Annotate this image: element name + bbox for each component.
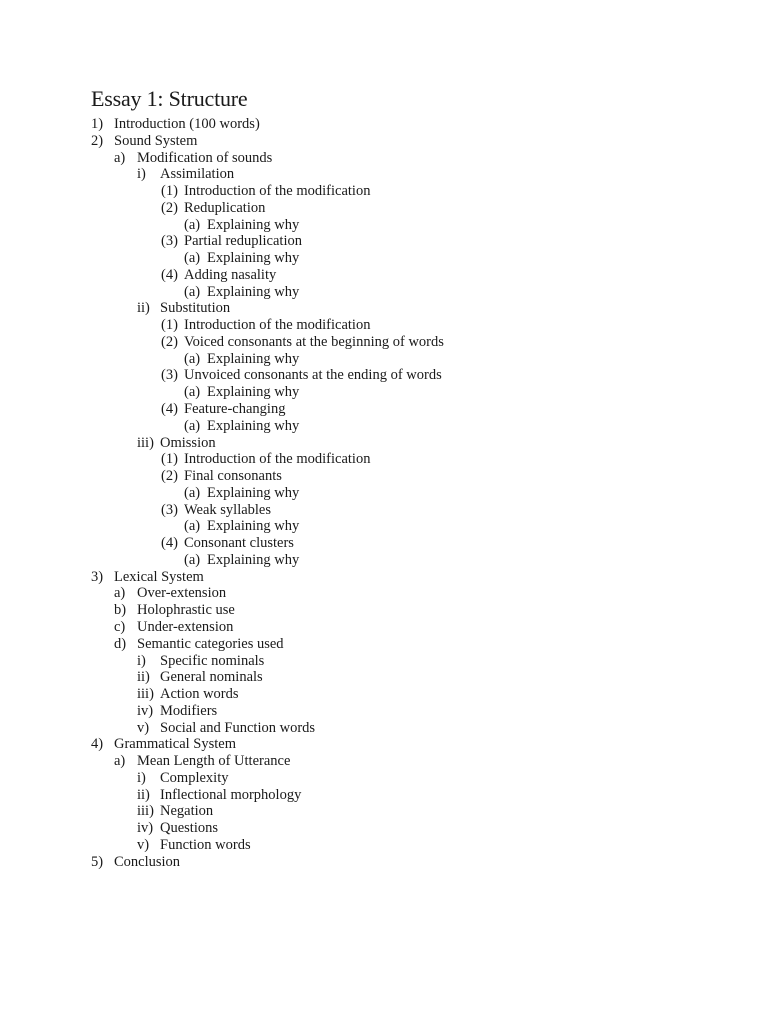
outline-item [91, 535, 444, 552]
outline-item-marker: i) [137, 652, 146, 669]
outline-item [91, 116, 444, 133]
outline-item-text: Inflectional morphology [160, 786, 302, 803]
outline-item-text: General nominals [160, 669, 263, 686]
outline-item-text: Explaining why [207, 384, 300, 401]
outline-item-marker: (a) [184, 484, 201, 501]
outline-item-marker: a) [114, 585, 126, 602]
outline-item-marker: (a) [184, 417, 201, 434]
outline-item-marker: (3) [161, 367, 178, 384]
outline-item-marker: (a) [184, 551, 201, 568]
outline-item [91, 384, 444, 401]
outline-item-text: Grammatical System [114, 736, 237, 753]
outline-item-text: Function words [160, 836, 251, 853]
outline-item [91, 803, 444, 820]
outline-item-text: Partial reduplication [184, 233, 302, 250]
outline-item-marker: d) [114, 635, 127, 652]
outline-item-marker: c) [114, 618, 126, 635]
outline-item-text: Questions [160, 820, 218, 837]
outline-item-marker: (a) [184, 384, 201, 401]
outline-item [91, 669, 444, 686]
outline-item-text: Final consonants [184, 468, 282, 485]
outline-item [91, 233, 444, 250]
outline-item [91, 183, 444, 200]
outline-item [91, 351, 444, 368]
outline-item [91, 250, 444, 267]
outline-item [91, 418, 444, 435]
outline-item-marker: (a) [184, 216, 201, 233]
outline-item-marker: 3) [91, 568, 104, 585]
outline-item-text: Conclusion [114, 853, 181, 870]
outline-item-marker: v) [137, 719, 150, 736]
outline-item-text: Over-extension [137, 585, 227, 602]
outline-item-marker: v) [137, 836, 150, 853]
outline-item [91, 334, 444, 351]
outline-item-text: Explaining why [207, 417, 300, 434]
outline-item-text: Under-extension [137, 618, 234, 635]
outline-item-marker: b) [114, 602, 127, 619]
outline-item-marker: (a) [184, 350, 201, 367]
outline-item [91, 166, 444, 183]
outline-item-text: Adding nasality [184, 266, 277, 283]
outline-item-text: Introduction of the modification [184, 451, 371, 468]
outline-item [91, 435, 444, 452]
outline-item-marker: 2) [91, 132, 104, 149]
outline-item-marker: iii) [137, 803, 154, 820]
outline-item-text: Social and Function words [160, 719, 316, 736]
outline-item-marker: ii) [137, 300, 150, 317]
outline-item-text: Introduction (100 words) [114, 116, 260, 132]
outline-item-text: Action words [160, 686, 239, 703]
outline-item-text: Mean Length of Utterance [137, 753, 291, 770]
outline-item-marker: (1) [161, 183, 178, 200]
outline-item-text: Semantic categories used [137, 635, 284, 652]
outline-item-marker: iv) [137, 702, 154, 719]
outline-item-marker: (a) [184, 518, 201, 535]
outline-item [91, 217, 444, 234]
outline-item-text: Specific nominals [160, 652, 265, 669]
outline-item [91, 502, 444, 519]
outline-item-text: Explaining why [207, 250, 300, 267]
outline-item-marker: (2) [161, 199, 178, 216]
outline-item [91, 267, 444, 284]
outline-item-text: Holophrastic use [137, 602, 235, 619]
outline-item-text: Explaining why [207, 484, 300, 501]
outline-item-text: Sound System [114, 132, 198, 149]
outline-item-marker: iii) [137, 434, 154, 451]
outline-item [91, 602, 444, 619]
outline-item [91, 284, 444, 301]
outline-item-marker: ii) [137, 786, 150, 803]
outline-item-text: Reduplication [184, 199, 266, 216]
outline-item-marker: iv) [137, 820, 154, 837]
outline-item [91, 686, 444, 703]
outline-item-marker: ii) [137, 669, 150, 686]
outline-item-text: Omission [160, 434, 216, 451]
outline-item-marker: (4) [161, 266, 178, 283]
outline-item-marker: (4) [161, 401, 178, 418]
outline-item-marker: i) [137, 769, 146, 786]
outline-item [91, 653, 444, 670]
outline-item-text: Explaining why [207, 518, 300, 535]
outline-item-marker: (a) [184, 250, 201, 267]
outline-item [91, 736, 444, 753]
outline-item [91, 518, 444, 535]
outline-item-text: Modifiers [160, 702, 218, 719]
outline-item-marker: 1) [91, 116, 104, 132]
outline-item-text: Assimilation [160, 166, 235, 183]
outline-item [91, 636, 444, 653]
outline-item-text: Weak syllables [184, 501, 272, 518]
outline-item-text: Introduction of the modification [184, 317, 371, 334]
outline-item-text: Substitution [160, 300, 231, 317]
outline-item-marker: 5) [91, 853, 104, 870]
outline-item-marker: iii) [137, 686, 154, 703]
outline-item [91, 820, 444, 837]
outline-item [91, 619, 444, 636]
outline-item-text: Consonant clusters [184, 535, 294, 552]
outline-item [91, 854, 444, 871]
outline-item-marker: (a) [184, 283, 201, 300]
outline-item-text: Explaining why [207, 283, 300, 300]
outline-item-marker: i) [137, 166, 146, 183]
outline-item-text: Explaining why [207, 216, 300, 233]
outline-item-marker: (3) [161, 233, 178, 250]
outline-item-text: Introduction of the modification [184, 183, 371, 200]
outline-item [91, 468, 444, 485]
outline-item [91, 569, 444, 586]
essay-outline [91, 116, 444, 870]
outline-item [91, 720, 444, 737]
outline-item [91, 300, 444, 317]
outline-item [91, 485, 444, 502]
outline-item [91, 401, 444, 418]
outline-item-text: Complexity [160, 769, 229, 786]
outline-item-text: Lexical System [114, 568, 204, 585]
outline-item-marker: a) [114, 753, 126, 770]
outline-item [91, 200, 444, 217]
outline-item-marker: (1) [161, 317, 178, 334]
document-title: Essay 1: Structure [91, 86, 248, 111]
outline-item-marker: (1) [161, 451, 178, 468]
outline-item-text: Negation [160, 803, 214, 820]
outline-item [91, 367, 444, 384]
outline-item-text: Explaining why [207, 551, 300, 568]
outline-item-text: Feature-changing [184, 401, 286, 418]
outline-item-marker: (2) [161, 333, 178, 350]
outline-item [91, 837, 444, 854]
outline-item [91, 451, 444, 468]
outline-item-text: Modification of sounds [137, 149, 273, 166]
outline-item [91, 703, 444, 720]
outline-item [91, 770, 444, 787]
outline-item-text: Explaining why [207, 350, 300, 367]
outline-item-marker: (3) [161, 501, 178, 518]
outline-item [91, 585, 444, 602]
outline-item-marker: a) [114, 149, 126, 166]
outline-item [91, 552, 444, 569]
outline-item [91, 787, 444, 804]
outline-item-text: Unvoiced consonants at the ending of words [184, 367, 442, 384]
outline-item [91, 317, 444, 334]
outline-item [91, 133, 444, 150]
outline-item [91, 753, 444, 770]
outline-item-marker: 4) [91, 736, 104, 753]
outline-item [91, 150, 444, 167]
outline-item-marker: (2) [161, 468, 178, 485]
outline-item-marker: (4) [161, 535, 178, 552]
outline-item-text: Voiced consonants at the beginning of words [184, 333, 444, 350]
